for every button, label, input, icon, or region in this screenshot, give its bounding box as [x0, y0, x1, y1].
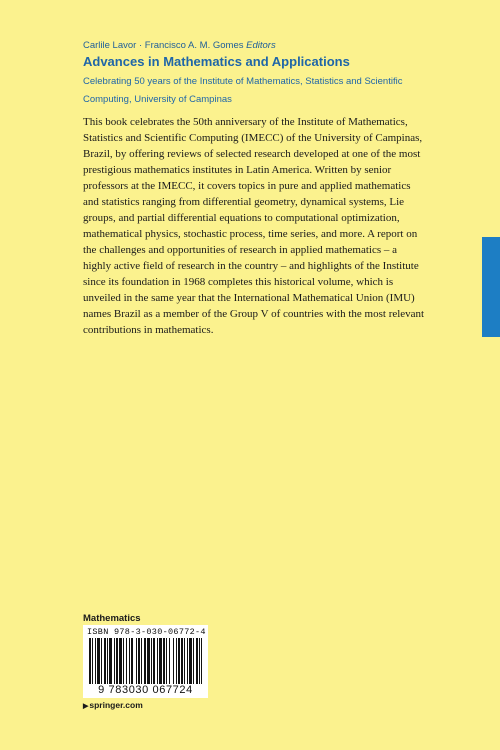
barcode-digits: 9 783030 067724 [98, 684, 193, 696]
subject-category: Mathematics [83, 613, 141, 624]
editor-names: Carlile Lavor · Francisco A. M. Gomes [83, 40, 244, 51]
editors-role: Editors [246, 40, 276, 51]
triangle-right-icon: ▶ [83, 703, 89, 710]
publisher-link-label: springer.com [89, 700, 143, 710]
editors-line [83, 40, 276, 51]
book-subtitle: Celebrating 50 years of the Institute of Mathematics, Statistics and Scientific Computing, University of Campinas [83, 76, 403, 105]
color-tab-marker [482, 237, 500, 337]
barcode-bars [89, 638, 202, 684]
isbn-text: ISBN 978-3-030-06772-4 [87, 627, 206, 637]
book-title: Advances in Mathematics and Applications [83, 54, 350, 69]
publisher-link[interactable] [83, 700, 143, 710]
isbn-barcode [83, 625, 208, 698]
book-description: This book celebrates the 50th anniversary of the Institute of Mathematics, Statistics and Scientific Computing (IMECC) of the University of Campinas, Brazil, by offering reviews of selected research developed at one of the most prestigious mathematics institutes in Latin America. Written by senior professors at the IMECC, it covers topics in pure and applied mathematics and statistics ranging from differential geometry, dynamical systems, Lie groups, and partial differential equations to computational optimization, mathematical physics, stochastic process, time series, and more. A report on the challenges and opportunities of research in applied mathematics – a highly active field of research in the country – and highlights of the Institute since its foundation in 1968 completes this historical volume, which is unveiled in the same year that the International Mathematical Union (IMU) names Brazil as a member of the Group V of countries with the most relevant contributions in mathematics. [83, 116, 425, 336]
